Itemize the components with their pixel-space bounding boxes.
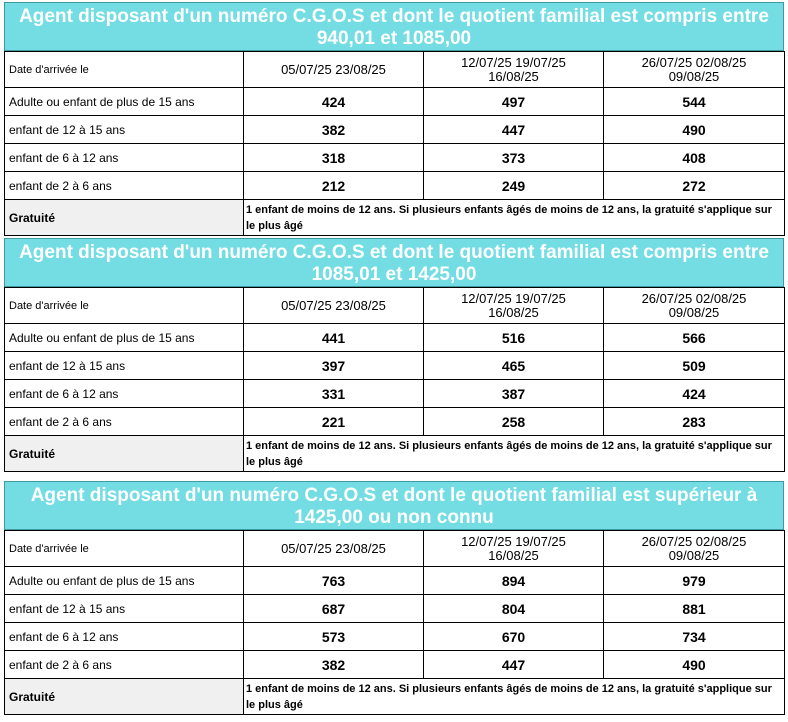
gratuite-text: 1 enfant de moins de 12 ans. Si plusieurs enfants âgés de moins de 12 ans, la gratuité s'applique sur le plus âgé [244,436,785,472]
title-line-1: Agent disposant d'un numéro C.G.O.S et dont le quotient familial est supérieur à [30,485,758,506]
price-cell: 573 [244,623,424,651]
table-title [4,2,784,51]
tariff-table-2 [4,238,784,472]
header-row [5,52,785,88]
price-cell: 221 [244,408,424,436]
date-header-label: Date d'arrivée le [5,288,244,324]
period-header [424,52,604,88]
gratuite-label: Gratuité [5,679,244,715]
header-row [5,531,785,567]
price-cell: 397 [244,352,424,380]
row-label: enfant de 2 à 6 ans [5,172,244,200]
period-line: 12/07/25 19/07/25 [461,290,566,306]
price-grid [4,51,785,236]
row-label: enfant de 6 à 12 ans [5,623,244,651]
period-line: 05/07/25 23/08/25 [281,540,386,556]
period-line: 09/08/25 [668,304,720,320]
price-cell: 979 [604,567,785,595]
period-line: 16/08/25 [488,547,539,563]
period-line: 12/07/25 19/07/25 [461,54,566,70]
price-cell: 447 [424,116,604,144]
row-label: enfant de 2 à 6 ans [5,408,244,436]
period-header [244,52,424,88]
row-label: enfant de 2 à 6 ans [5,651,244,679]
period-line: 26/07/25 02/08/25 [641,290,747,306]
price-cell: 318 [244,144,424,172]
price-cell: 424 [244,88,424,116]
row-label: Adulte ou enfant de plus de 15 ans [5,324,244,352]
table-title [4,238,784,287]
title-line-2: 1425,00 ou non connu [294,507,494,528]
price-cell: 804 [424,595,604,623]
table-row [5,380,785,408]
period-header [604,531,785,567]
gratuite-row [5,200,785,236]
price-grid [4,530,785,715]
price-cell: 490 [604,116,785,144]
row-label: enfant de 6 à 12 ans [5,144,244,172]
price-cell: 687 [244,595,424,623]
tariff-table-1 [4,2,784,236]
table-row [5,352,785,380]
gratuite-label: Gratuité [5,200,244,236]
period-line: 16/08/25 [488,68,539,84]
price-cell: 258 [424,408,604,436]
period-line: 05/07/25 23/08/25 [281,297,386,313]
period-line: 26/07/25 02/08/25 [641,54,747,70]
price-cell: 763 [244,567,424,595]
price-cell: 331 [244,380,424,408]
date-header-label: Date d'arrivée le [5,531,244,567]
price-cell: 408 [604,144,785,172]
price-grid [4,287,785,472]
price-cell: 881 [604,595,785,623]
title-line-1: Agent disposant d'un numéro C.G.O.S et dont le quotient familial est compris entre [19,242,769,263]
table-row [5,116,785,144]
price-cell: 447 [424,651,604,679]
price-cell: 212 [244,172,424,200]
price-cell: 283 [604,408,785,436]
price-cell: 490 [604,651,785,679]
table-row [5,324,785,352]
table-row [5,88,785,116]
table-row [5,595,785,623]
table-row [5,623,785,651]
period-header [424,288,604,324]
period-header [244,288,424,324]
price-cell: 670 [424,623,604,651]
price-cell: 272 [604,172,785,200]
price-cell: 373 [424,144,604,172]
price-cell: 441 [244,324,424,352]
period-line: 09/08/25 [668,68,720,84]
table-row [5,172,785,200]
price-cell: 424 [604,380,785,408]
period-header [244,531,424,567]
date-header-label: Date d'arrivée le [5,52,244,88]
row-label: enfant de 6 à 12 ans [5,380,244,408]
row-label: enfant de 12 à 15 ans [5,116,244,144]
header-row [5,288,785,324]
table-row [5,144,785,172]
price-cell: 516 [424,324,604,352]
price-cell: 509 [604,352,785,380]
period-header [604,52,785,88]
period-line: 16/08/25 [488,304,539,320]
price-cell: 465 [424,352,604,380]
row-label: Adulte ou enfant de plus de 15 ans [5,567,244,595]
gratuite-text: 1 enfant de moins de 12 ans. Si plusieurs enfants âgés de moins de 12 ans, la gratuité s'applique sur le plus âgé [244,679,785,715]
price-cell: 734 [604,623,785,651]
price-cell: 382 [244,116,424,144]
table-row [5,408,785,436]
title-line-2: 1085,01 et 1425,00 [311,264,477,285]
table-title [4,481,784,530]
price-cell: 894 [424,567,604,595]
price-cell: 497 [424,88,604,116]
table-row [5,651,785,679]
price-cell: 382 [244,651,424,679]
period-line: 12/07/25 19/07/25 [461,533,566,549]
price-cell: 566 [604,324,785,352]
title-line-2: 940,01 et 1085,00 [316,28,472,49]
title-line-1: Agent disposant d'un numéro C.G.O.S et dont le quotient familial est compris entre [19,6,769,27]
period-line: 09/08/25 [668,547,720,563]
tariff-table-3 [4,481,784,715]
period-line: 05/07/25 23/08/25 [281,61,386,77]
price-cell: 249 [424,172,604,200]
row-label: Adulte ou enfant de plus de 15 ans [5,88,244,116]
period-header [604,288,785,324]
gratuite-row [5,436,785,472]
period-header [424,531,604,567]
price-cell: 544 [604,88,785,116]
gratuite-row [5,679,785,715]
gratuite-label: Gratuité [5,436,244,472]
table-row [5,567,785,595]
price-cell: 387 [424,380,604,408]
row-label: enfant de 12 à 15 ans [5,595,244,623]
gratuite-text: 1 enfant de moins de 12 ans. Si plusieurs enfants âgés de moins de 12 ans, la gratuité s'applique sur le plus âgé [244,200,785,236]
row-label: enfant de 12 à 15 ans [5,352,244,380]
period-line: 26/07/25 02/08/25 [641,533,747,549]
